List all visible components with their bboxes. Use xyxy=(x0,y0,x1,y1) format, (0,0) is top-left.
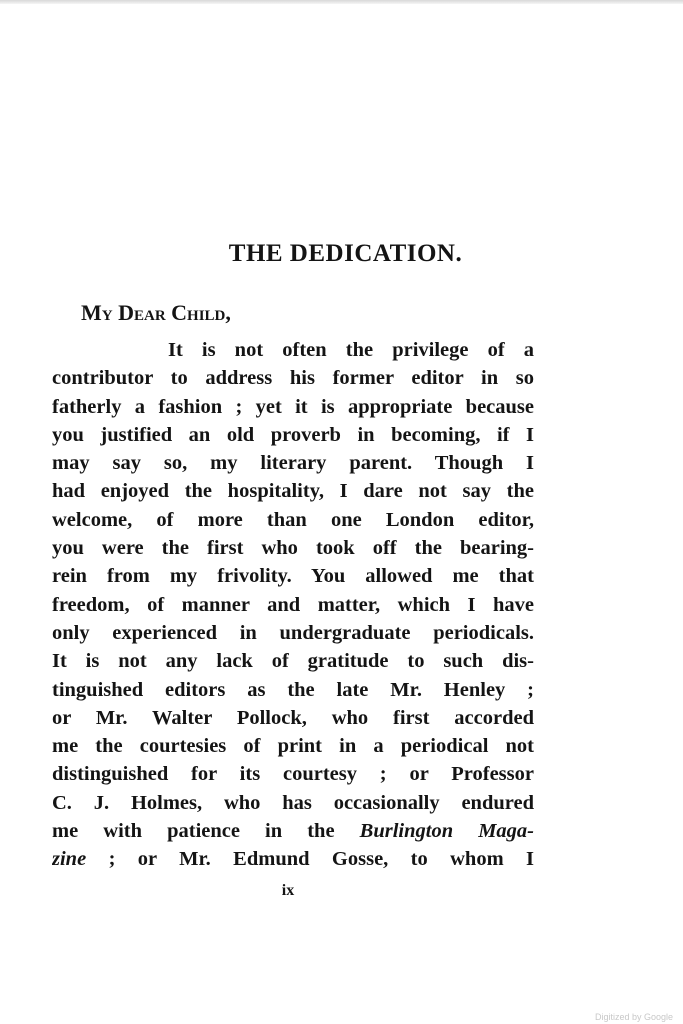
text-line: welcome, of more than one London editor, xyxy=(52,508,534,531)
dedication-body xyxy=(52,336,534,874)
text-line: freedom, of manner and matter, which I have xyxy=(52,593,534,616)
text-line: or Mr. Walter Pollock, who first accorded xyxy=(52,706,534,729)
text-line: It is not any lack of gratitude to such dis- xyxy=(52,650,534,673)
text-line: distinguished for its courtesy ; or Professor xyxy=(52,763,534,786)
text-line: may say so, my literary parent. Though I xyxy=(52,452,534,475)
text-line: contributor to address his former editor in so xyxy=(52,367,534,390)
text-line: only experienced in undergraduate periodicals. xyxy=(52,621,534,644)
text-line xyxy=(52,817,534,845)
text-line: had enjoyed the hospitality, I dare not say the xyxy=(52,480,534,503)
chapter-title: THE DEDICATION. xyxy=(228,240,463,267)
salutation: My Dear Child, xyxy=(81,300,231,325)
text-line xyxy=(52,845,534,873)
text-line: rein from my frivolity. You allowed me that xyxy=(52,565,534,588)
text-line: tinguished editors as the late Mr. Henley ; xyxy=(52,678,534,701)
text-line: you justified an old proverb in becoming, if I xyxy=(52,423,534,446)
text-line: you were the first who took off the bearing- xyxy=(52,537,534,560)
text-line: fatherly a fashion ; yet it is appropriate because xyxy=(52,395,534,418)
page-number: ix xyxy=(281,882,295,899)
italic-title-segment: Burlington Maga- xyxy=(359,820,534,843)
text-line-segment: ; or Mr. Edmund Gosse, to whom I xyxy=(108,848,534,871)
text-line-segment: me with patience in the xyxy=(52,820,335,843)
text-line: It is not often the privilege of a xyxy=(168,339,534,361)
text-line: me the courtesies of print in a periodical not xyxy=(52,735,534,758)
text-line: C. J. Holmes, who has occasionally endured xyxy=(52,791,534,814)
digitization-watermark: Digitized by Google xyxy=(594,1012,673,1022)
italic-title-segment: zine xyxy=(52,848,87,871)
